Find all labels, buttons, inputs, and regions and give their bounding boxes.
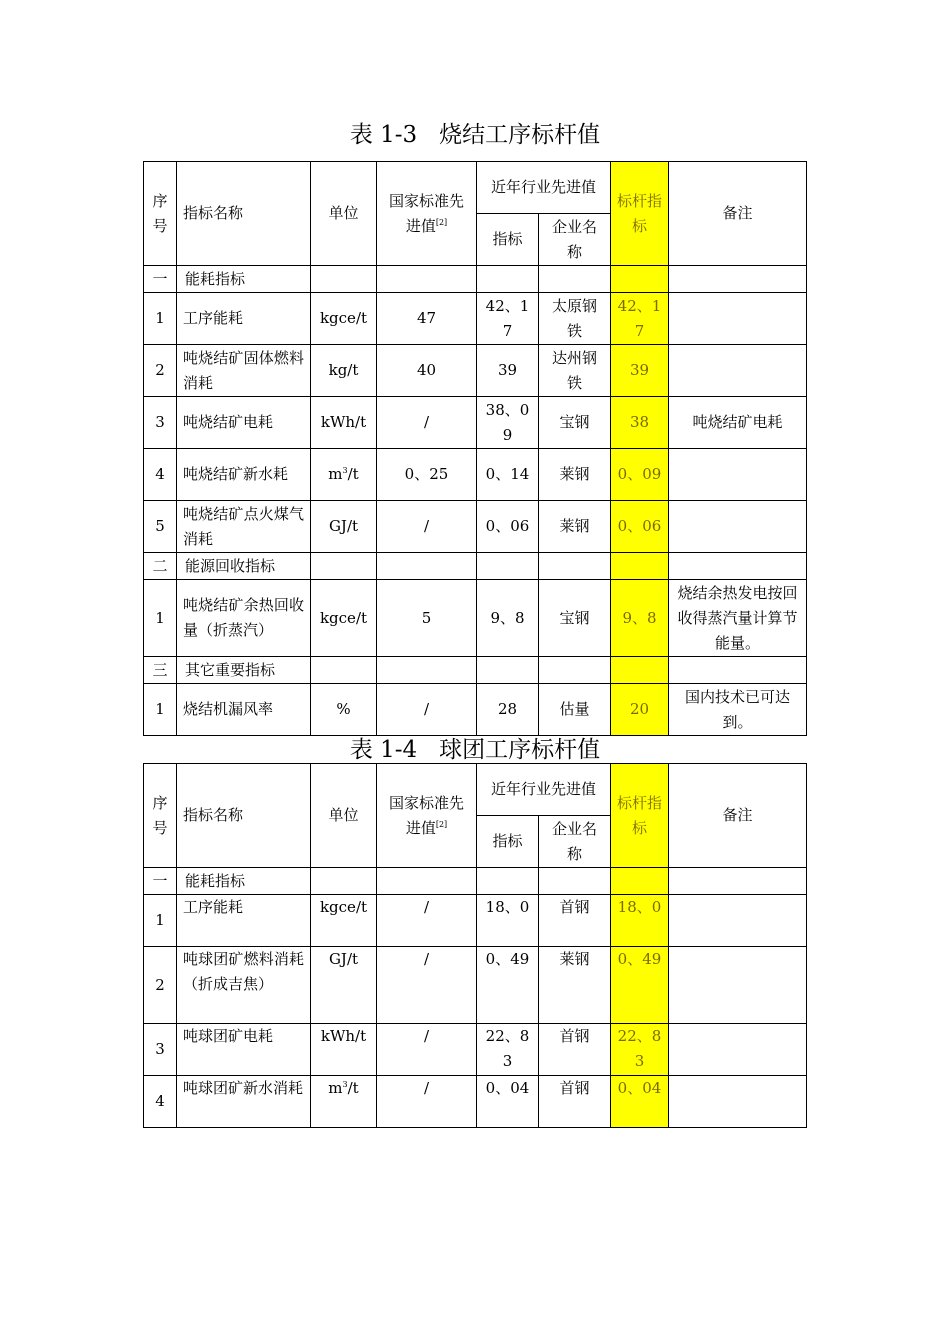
cell-value: 0、06 (477, 501, 539, 553)
cell-remark: 国内技术已可达到。 (669, 684, 807, 736)
cell-benchmark: 9、8 (611, 580, 669, 657)
cell-unit: $m^3/t$ (311, 1076, 377, 1128)
cell-national: / (377, 1076, 477, 1128)
pellet-benchmark-table (143, 763, 807, 1128)
header-ind-value: 指标 (477, 214, 539, 266)
cell-value: 0、04 (477, 1076, 539, 1128)
cell-national: / (377, 501, 477, 553)
cell-name: 工序能耗 (177, 895, 311, 947)
section-num: 三 (144, 657, 177, 684)
table-row (144, 947, 807, 1024)
cell-benchmark: 38 (611, 397, 669, 449)
cell-benchmark: 0、04 (611, 1076, 669, 1128)
cell-company: 估量 (539, 684, 611, 736)
cell-seq: 2 (144, 947, 177, 1024)
cell-name: 工序能耗 (177, 293, 311, 345)
section-row (144, 657, 807, 684)
header-remark: 备注 (669, 764, 807, 868)
cell-national: 5 (377, 580, 477, 657)
header-national: 国家标准先进值[2] (377, 764, 477, 868)
cell-seq: 1 (144, 684, 177, 736)
cell-national: 40 (377, 345, 477, 397)
cell-remark (669, 895, 807, 947)
cell-benchmark: 0、09 (611, 449, 669, 501)
cell-name: 吨烧结矿新水耗 (177, 449, 311, 501)
section-row (144, 266, 807, 293)
cell-benchmark: 0、06 (611, 501, 669, 553)
header-benchmark: 标杆指标 (611, 162, 669, 266)
cell-national: / (377, 947, 477, 1024)
cell-remark (669, 501, 807, 553)
cell-national: 47 (377, 293, 477, 345)
cell-name: 吨烧结矿固体燃料消耗 (177, 345, 311, 397)
header-benchmark: 标杆指标 (611, 764, 669, 868)
cell-seq: 3 (144, 1024, 177, 1076)
cell-company: 莱钢 (539, 449, 611, 501)
cell-unit: kWh/t (311, 397, 377, 449)
cell-remark (669, 1076, 807, 1128)
cell-name: 吨球团矿燃料消耗（折成吉焦） (177, 947, 311, 1024)
section-num: 一 (144, 266, 177, 293)
table-row (144, 293, 807, 345)
cell-unit: % (311, 684, 377, 736)
cell-remark: 吨烧结矿电耗 (669, 397, 807, 449)
cell-company: 太原钢铁 (539, 293, 611, 345)
cell-name: 吨烧结矿电耗 (177, 397, 311, 449)
cell-company: 达州钢铁 (539, 345, 611, 397)
table-row (144, 580, 807, 657)
cell-company: 宝钢 (539, 580, 611, 657)
cell-value: 38、09 (477, 397, 539, 449)
cell-value: 22、83 (477, 1024, 539, 1076)
cell-unit: kgce/t (311, 580, 377, 657)
cell-national: / (377, 397, 477, 449)
cell-remark (669, 449, 807, 501)
cell-value: 18、0 (477, 895, 539, 947)
cell-national: / (377, 895, 477, 947)
cell-value: 0、49 (477, 947, 539, 1024)
cell-benchmark: 18、0 (611, 895, 669, 947)
cell-seq: 1 (144, 580, 177, 657)
cell-unit: kgce/t (311, 895, 377, 947)
header-seq: 序号 (144, 764, 177, 868)
header-seq: 序号 (144, 162, 177, 266)
table-row (144, 449, 807, 501)
table-row (144, 1024, 807, 1076)
header-remark: 备注 (669, 162, 807, 266)
table-row (144, 1076, 807, 1128)
cell-remark (669, 345, 807, 397)
sintering-benchmark-table (143, 161, 807, 736)
cell-unit: kgce/t (311, 293, 377, 345)
cell-value: 39 (477, 345, 539, 397)
cell-remark: 烧结余热发电按回收得蒸汽量计算节能量。 (669, 580, 807, 657)
section-num: 一 (144, 868, 177, 895)
table-row (144, 684, 807, 736)
cell-national: / (377, 684, 477, 736)
cell-company: 首钢 (539, 1076, 611, 1128)
cell-remark (669, 293, 807, 345)
cell-benchmark: 20 (611, 684, 669, 736)
header-ind-value: 指标 (477, 816, 539, 868)
header-industry: 近年行业先进值 (477, 162, 611, 214)
cell-seq: 4 (144, 1076, 177, 1128)
table-row (144, 895, 807, 947)
table-row (144, 501, 807, 553)
cell-value: 9、8 (477, 580, 539, 657)
cell-national: / (377, 1024, 477, 1076)
cell-unit: kg/t (311, 345, 377, 397)
section-label: 能源回收指标 (177, 553, 311, 580)
section-row (144, 553, 807, 580)
cell-name: 吨球团矿电耗 (177, 1024, 311, 1076)
section-label: 能耗指标 (177, 266, 311, 293)
cell-seq: 4 (144, 449, 177, 501)
table-2-title: 表 1-4 球团工序标杆值 (349, 737, 601, 763)
cell-unit: GJ/t (311, 501, 377, 553)
header-name: 指标名称 (177, 764, 311, 868)
cell-benchmark: 0、49 (611, 947, 669, 1024)
table-row (144, 397, 807, 449)
section-row (144, 868, 807, 895)
cell-seq: 1 (144, 895, 177, 947)
cell-seq: 2 (144, 345, 177, 397)
header-national: 国家标准先进值[2] (377, 162, 477, 266)
cell-remark (669, 947, 807, 1024)
table-row (144, 345, 807, 397)
header-name: 指标名称 (177, 162, 311, 266)
cell-name: 吨烧结矿点火煤气消耗 (177, 501, 311, 553)
cell-value: 0、14 (477, 449, 539, 501)
cell-company: 首钢 (539, 895, 611, 947)
header-unit: 单位 (311, 162, 377, 266)
table-1-title: 表 1-3 烧结工序标杆值 (349, 122, 601, 148)
header-unit: 单位 (311, 764, 377, 868)
section-label: 其它重要指标 (177, 657, 311, 684)
cell-benchmark: 22、83 (611, 1024, 669, 1076)
header-industry: 近年行业先进值 (477, 764, 611, 816)
cell-benchmark: 39 (611, 345, 669, 397)
cell-unit: kWh/t (311, 1024, 377, 1076)
cell-name: 吨球团矿新水消耗 (177, 1076, 311, 1128)
cell-benchmark: 42、17 (611, 293, 669, 345)
cell-value: 28 (477, 684, 539, 736)
cell-company: 莱钢 (539, 501, 611, 553)
cell-seq: 5 (144, 501, 177, 553)
cell-unit: GJ/t (311, 947, 377, 1024)
cell-company: 莱钢 (539, 947, 611, 1024)
cell-name: 吨烧结矿余热回收量（折蒸汽） (177, 580, 311, 657)
cell-name: 烧结机漏风率 (177, 684, 311, 736)
cell-seq: 1 (144, 293, 177, 345)
section-label: 能耗指标 (177, 868, 311, 895)
cell-company: 首钢 (539, 1024, 611, 1076)
header-ind-company: 企业名称 (539, 816, 611, 868)
header-ind-company: 企业名称 (539, 214, 611, 266)
cell-national: 0、25 (377, 449, 477, 501)
cell-value: 42、17 (477, 293, 539, 345)
cell-unit: $m^3/t$ (311, 449, 377, 501)
cell-remark (669, 1024, 807, 1076)
cell-company: 宝钢 (539, 397, 611, 449)
cell-seq: 3 (144, 397, 177, 449)
section-num: 二 (144, 553, 177, 580)
